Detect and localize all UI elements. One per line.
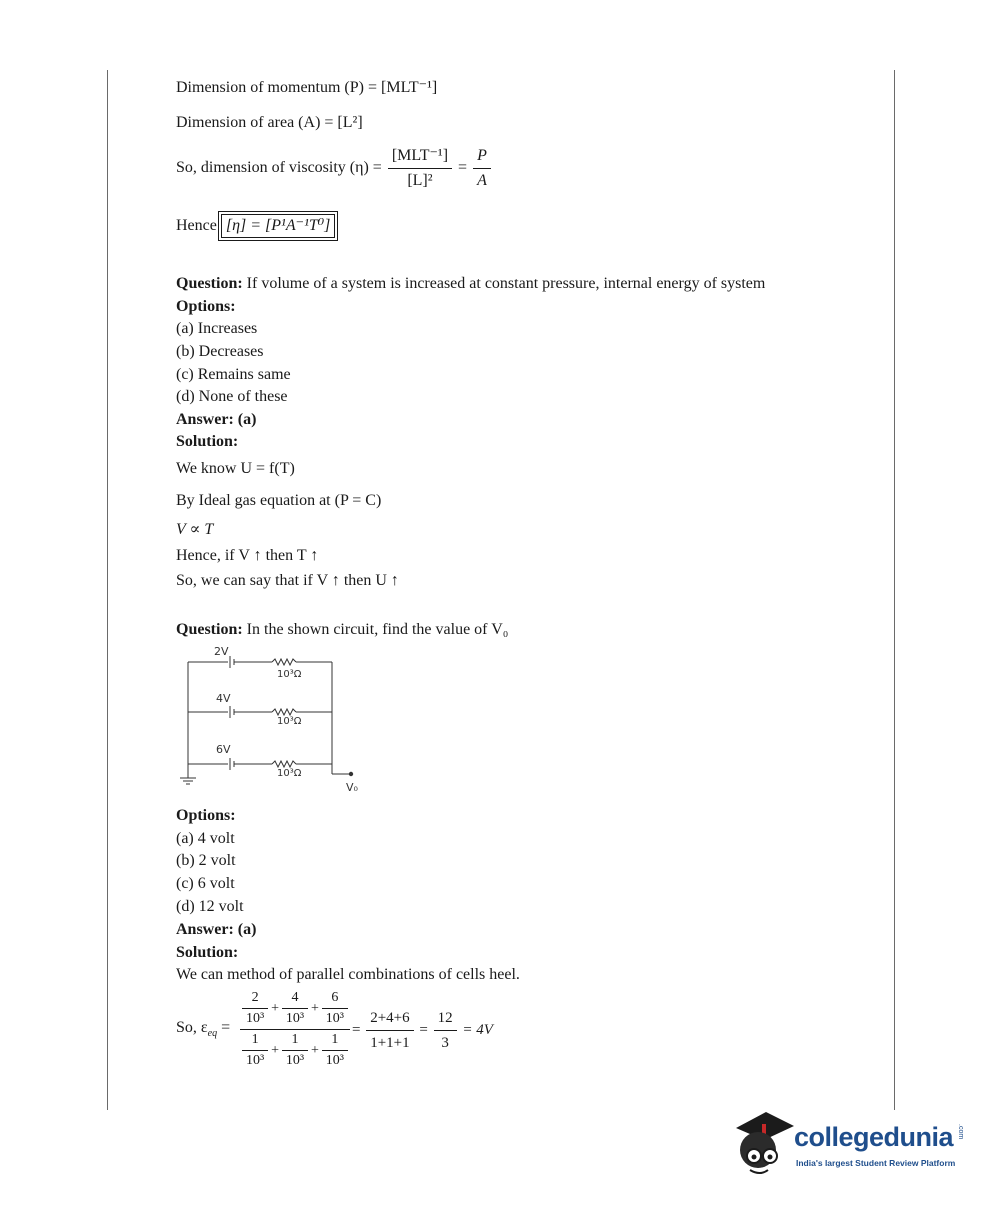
q2-option-c: (c) 6 volt [176,875,235,892]
question2-label: Question: [176,621,243,638]
epsilon-eq-sub: eq [207,1028,218,1040]
q1-solution-label: Solution: [176,433,239,450]
top-num-2: 4 [282,990,308,1009]
viscosity-fraction [388,146,452,191]
question1-text: If volume of a system is increased at constant pressure, internal energy of system [246,275,766,292]
eq-sign-1: = [221,1019,231,1036]
output-terminal [349,772,353,776]
viscosity-numerator: [MLT⁻¹] [388,146,452,169]
big-fraction-denominator: $\frac{1}{\text{10³}}$ + $\frac{1}{\text{10³}}$ + $\frac{1}{\text{10³}}$ [240,1030,350,1069]
viscosity-prefix: So, dimension of viscosity (η) = [176,159,382,177]
hence-line [176,214,335,238]
area-line: Dimension of area (A) = [L²] [176,114,363,131]
question2-options-label: Options: [176,807,236,824]
a-denominator: A [477,172,487,189]
q2-final-rhs: = $\frac{2+4+6}{1+1+1}$ = $\frac{12}{3}$ = 4V [352,1010,493,1051]
big-fraction [240,990,350,1069]
hence-label: Hence [176,217,217,234]
q1-solution-line-3: V ∝ T [176,521,214,538]
cell-2-label: 4V [216,692,231,705]
resistor-3-label: 10³Ω [277,768,302,779]
p-over-a-fraction [473,146,491,191]
result-value: = 4V [462,1021,493,1038]
q2-option-d: (d) 12 volt [176,898,244,915]
sum-numerator: 2+4+6 [366,1008,413,1031]
question1-label: Question: [176,275,243,292]
q2-answer: Answer: (a) [176,921,257,938]
bot-num-3: 1 [322,1032,348,1051]
q1-solution-line-1: We know U = f(T) [176,460,295,477]
sum-denominator: 1+1+1 [370,1035,410,1051]
brand-tagline: India's largest Student Review Platform [796,1158,956,1168]
bot-den-3: 10³ [325,1053,344,1068]
equals-sign: = [458,159,468,177]
ground-icon [180,778,196,784]
q1-option-a: (a) Increases [176,320,258,337]
top-den-1: 10³ [246,1011,265,1026]
q1-option-c: (c) Remains same [176,366,291,383]
p-numerator: P [473,146,491,169]
left-margin-rule [107,70,108,1110]
bot-den-1: 10³ [246,1053,265,1068]
momentum-line: Dimension of momentum (P) = [MLT⁻¹] [176,79,438,96]
ratio-numerator: 12 [434,1008,457,1031]
cell-3-label: 6V [216,743,231,756]
q1-option-d: (d) None of these [176,388,288,405]
bot-num-1: 1 [242,1032,268,1051]
top-den-3: 10³ [325,1011,344,1026]
q2-solution-text: We can method of parallel combinations of cells heel. [176,966,520,983]
question2-text: In the shown circuit, find the value of V₀ [246,621,509,638]
top-den-2: 10³ [285,1011,305,1026]
bot-den-2: 10³ [285,1053,305,1068]
epsilon-eq-prefix: So, ε [176,1019,208,1036]
ratio-denominator: 3 [441,1035,449,1051]
top-num-3: 6 [322,990,348,1009]
q1-solution-line-4: Hence, if V ↑ then T ↑ [176,547,319,564]
q1-solution-line-5: So, we can say that if V ↑ then U ↑ [176,572,399,589]
big-fraction-numerator: $\frac{2}{\text{10³}}$ + $\frac{4}{\text{10³}}$ + $\frac{6}{\text{10³}}$ [240,990,350,1029]
output-label: V₀ [346,781,358,794]
resistor-1-label: 10³Ω [277,669,302,680]
cell-1-label: 2V [214,645,229,658]
viscosity-denominator: [L]² [407,172,433,189]
question1-line [176,274,765,294]
resistor-1 [272,659,296,665]
brand-name[interactable]: collegedunia [794,1122,954,1152]
q1-option-b: (b) Decreases [176,343,264,360]
hence-boxed-expression: [η] = [P¹A⁻¹T⁰] [221,214,336,238]
mascot-logo-icon [732,1110,794,1180]
question2-line [176,620,508,640]
bot-num-2: 1 [282,1032,308,1051]
q2-final-equation [176,1018,230,1038]
top-num-1: 2 [242,990,268,1009]
ratio-fraction [434,1008,457,1053]
q1-answer: Answer: (a) [176,411,257,428]
q1-solution-line-2: By Ideal gas equation at (P = C) [176,492,382,509]
resistor-2-label: 10³Ω [277,716,302,727]
resistor-2 [272,709,296,715]
brand-suffix: .com [957,1124,964,1140]
viscosity-line [176,146,493,191]
right-margin-rule [894,70,895,1110]
q2-option-b: (b) 2 volt [176,852,236,869]
question1-options-label: Options: [176,298,236,315]
resistor-3 [272,761,296,767]
sum-fraction [366,1008,413,1053]
q2-option-a: (a) 4 volt [176,830,235,847]
circuit-diagram [170,642,370,802]
q2-solution-label: Solution: [176,944,239,961]
